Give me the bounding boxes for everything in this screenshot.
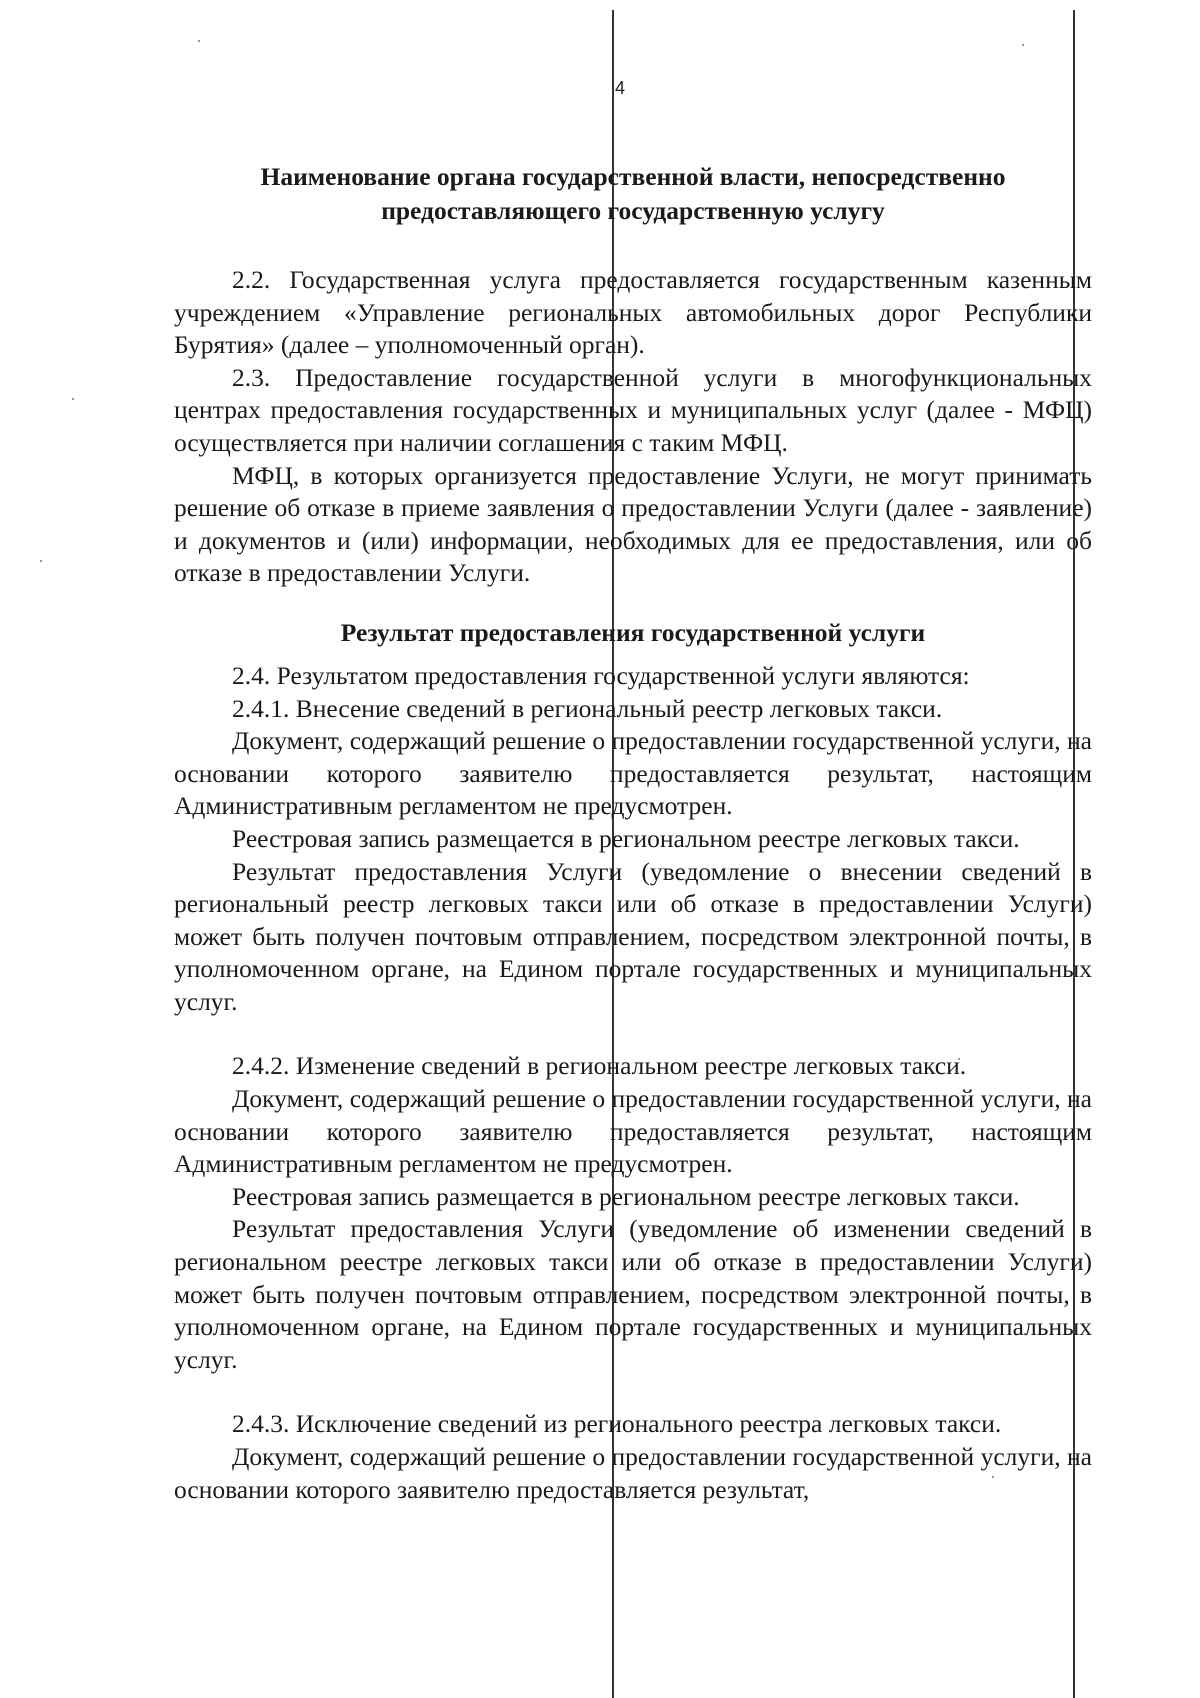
paragraph-gap xyxy=(174,1376,1092,1408)
paragraph-document-1: Документ, содержащий решение о предоставлении государственной услуги, на основании которого заявителю предоставляется результат, настоящим Административным регламентом не предусмотрен. xyxy=(174,726,1092,821)
scan-speck xyxy=(72,398,74,400)
authority-heading-line-1: Наименование органа государственной власти, непосредственно xyxy=(260,162,1006,191)
paragraph-gap xyxy=(174,1018,1092,1050)
authority-heading xyxy=(174,160,1092,228)
paragraph-2-3: 2.3. Предоставление государственной услуги в многофункциональных центрах предоставления государственных и муниципальных услуг (далее - МФЦ) осуществляется при наличии соглашения с таким МФЦ. xyxy=(174,362,1092,457)
paragraph-2-4: 2.4. Результатом предоставления государственной услуги являются: xyxy=(232,660,970,690)
paragraph-document-2: Документ, содержащий решение о предоставлении государственной услуги, на основании которого заявителю предоставляется результат, настоящим Административным регламентом не предусмотрен. xyxy=(174,1084,1092,1179)
paragraph-document-3: Документ, содержащий решение о предоставлении государственной услуги, на основании которого заявителю предоставляется результат, xyxy=(174,1442,1092,1504)
authority-heading-line-2: предоставляющего государственную услугу xyxy=(381,196,885,225)
paragraph-result-1: Результат предоставления Услуги (уведомление о внесении сведений в региональный реестр легковых такси или об отказе в предоставлении Услуги) может быть получен почтовым отправлением, посредством электронной почты, в уполномоченном органе, на Едином портале государственных и муниципальных услуг. xyxy=(174,856,1092,1016)
paragraph-2-2: 2.2. Государственная услуга предоставляется государственным казенным учреждением «Управление региональных автомобильных дорог Республики Бурятия» (далее – уполномоченный орган). xyxy=(174,265,1092,360)
paragraph-result-2: Результат предоставления Услуги (уведомление об изменении сведений в региональном реестре легковых такси или об отказе в предоставлении Услуги) может быть получен почтовым отправлением, посредством электронной почты, в уполномоченном органе, на Едином портале государственных и муниципальных услуг. xyxy=(174,1214,1092,1374)
result-heading-text: Результат предоставления государственной услуги xyxy=(340,617,926,647)
paragraph-2-4-1: 2.4.1. Внесение сведений в региональный реестр легковых такси. xyxy=(232,693,943,723)
paragraph-mfc: МФЦ, в которых организуется предоставление Услуги, не могут принимать решение об отказе в приеме заявления о предоставлении Услуги (далее - заявление) и документов и (или) информации, необходимых для ее предоставления, или об отказе в предоставлении Услуги. xyxy=(174,460,1092,588)
paragraph-registry-1: Реестровая запись размещается в региональном реестре легковых такси. xyxy=(232,823,1020,853)
paragraph-2-4-3: 2.4.3. Исключение сведений из регионального реестра легковых такси. xyxy=(232,1409,1002,1439)
result-heading xyxy=(174,616,1092,650)
scan-speck xyxy=(40,560,42,562)
paragraph-2-4-2: 2.4.2. Изменение сведений в региональном реестре легковых такси. xyxy=(232,1051,967,1081)
paragraph-registry-2: Реестровая запись размещается в региональном реестре легковых такси. xyxy=(232,1181,1020,1211)
scan-speck xyxy=(1022,44,1024,46)
scan-speck xyxy=(198,40,200,42)
page-number: 4 xyxy=(614,78,625,98)
document-body xyxy=(174,160,1092,1506)
